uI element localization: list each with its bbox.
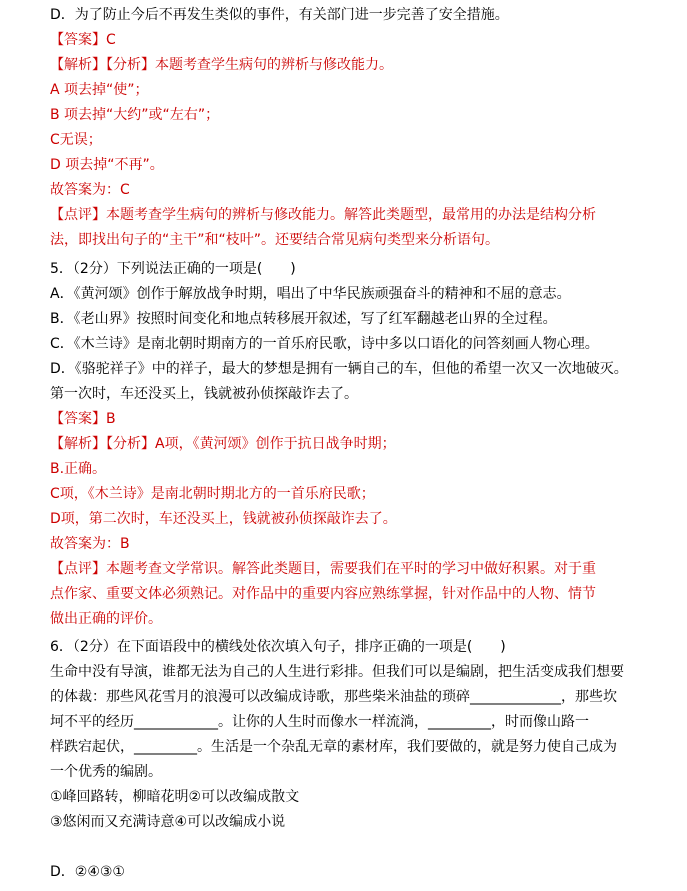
q5-analysis-line-2: B.正确。 — [50, 461, 107, 477]
q6-stem: 6．（2分）在下面语段中的横线处依次填入句子，排序正确的一项是( ) — [50, 639, 506, 655]
q4-answer: 【答案】C — [50, 32, 116, 48]
q4-comment-line-1: 【点评】本题考查学生病句的辨析与修改能力。解答此类题型，最常用的办法是结构分析 — [50, 207, 596, 223]
q5-comment-line-3: 做出正确的评价。 — [50, 611, 162, 627]
q5-comment-line-1: 【点评】本题考查文学常识。解答此类题目，需要我们在平时的学习中做好积累。对于重 — [50, 561, 596, 577]
q5-answer: 【答案】B — [50, 411, 116, 427]
q5-analysis-line-4: D项，第二次时，车还没买上，钱就被孙侦探敲诈去了。 — [50, 511, 397, 527]
q5-analysis-line-1: 【解析】【分析】A项，《黄河颂》创作于抗日战争时期； — [50, 436, 396, 452]
q6-passage-line-2: 的体裁：那些风花雪月的浪漫可以改编成诗歌，那些柴米油盐的琐碎_____________，那些坎 — [50, 689, 617, 705]
q6-passage-line-1: 生命中没有导演，谁都无法为自己的人生进行彩排。但我们可以是编剧，把生活变成我们想要 — [50, 664, 624, 680]
q4-analysis-b: B 项去掉“大约”或“左右”； — [50, 107, 220, 123]
q6-option-d: D．②④③① — [50, 864, 125, 880]
q4-analysis-c: C无误； — [50, 132, 102, 148]
q6-sentences-1-2: ①峰回路转，柳暗花明②可以改编成散文 — [50, 789, 300, 805]
q4-analysis-a: A 项去掉“使”； — [50, 82, 149, 98]
q4-final-answer: 故答案为：C — [50, 182, 130, 198]
q6-passage-line-3: 坷不平的经历____________。让你的人生时而像水一样流淌，_________，时而像山路一 — [50, 714, 589, 730]
q5-comment-line-2: 点作家、重要文体必须熟记。对作品中的重要内容应熟练掌握，针对作品中的人物、情节 — [50, 586, 596, 602]
q4-analysis-title: 【解析】【分析】本题考查学生病句的辨析与修改能力。 — [50, 57, 393, 73]
q4-option-d: D．为了防止今后不再发生类似的事件，有关部门进一步完善了安全措施。 — [50, 7, 509, 23]
q5-option-a: A．《黄河颂》创作于解放战争时期，唱出了中华民族顽强奋斗的精神和不屈的意志。 — [50, 286, 571, 302]
q5-option-c: C．《木兰诗》是南北朝时期南方的一首乐府民歌，诗中多以口语化的问答刻画人物心理。 — [50, 336, 599, 352]
q4-analysis-d: D 项去掉“不再”。 — [50, 157, 164, 173]
q5-option-b: B．《老山界》按照时间变化和地点转移展开叙述，写了红军翻越老山界的全过程。 — [50, 311, 557, 327]
q6-passage-line-4: 样跌宕起伏，_________。生活是一个杂乱无章的素材库，我们要做的，就是努力使自己成为 — [50, 739, 617, 755]
q4-comment-line-2: 法，即找出句子的“主干”和“枝叶”。还要结合常见病句类型来分析语句。 — [50, 232, 500, 248]
q6-sentences-3-4: ③悠闲而又充满诗意④可以改编成小说 — [50, 814, 286, 830]
q5-stem: 5．（2分）下列说法正确的一项是( ) — [50, 261, 296, 277]
q5-option-d-line-2: 第一次时，车还没买上，钱就被孙侦探敲诈去了。 — [50, 386, 358, 402]
q6-passage-line-5: 一个优秀的编剧。 — [50, 764, 162, 780]
q5-final-answer: 故答案为：B — [50, 536, 130, 552]
q5-option-d-line-1: D．《骆驼祥子》中的祥子，最大的梦想是拥有一辆自己的车，但他的希望一次又一次地破灭。 — [50, 361, 628, 377]
q5-analysis-line-3: C项，《木兰诗》是南北朝时期北方的一首乐府民歌； — [50, 486, 375, 502]
